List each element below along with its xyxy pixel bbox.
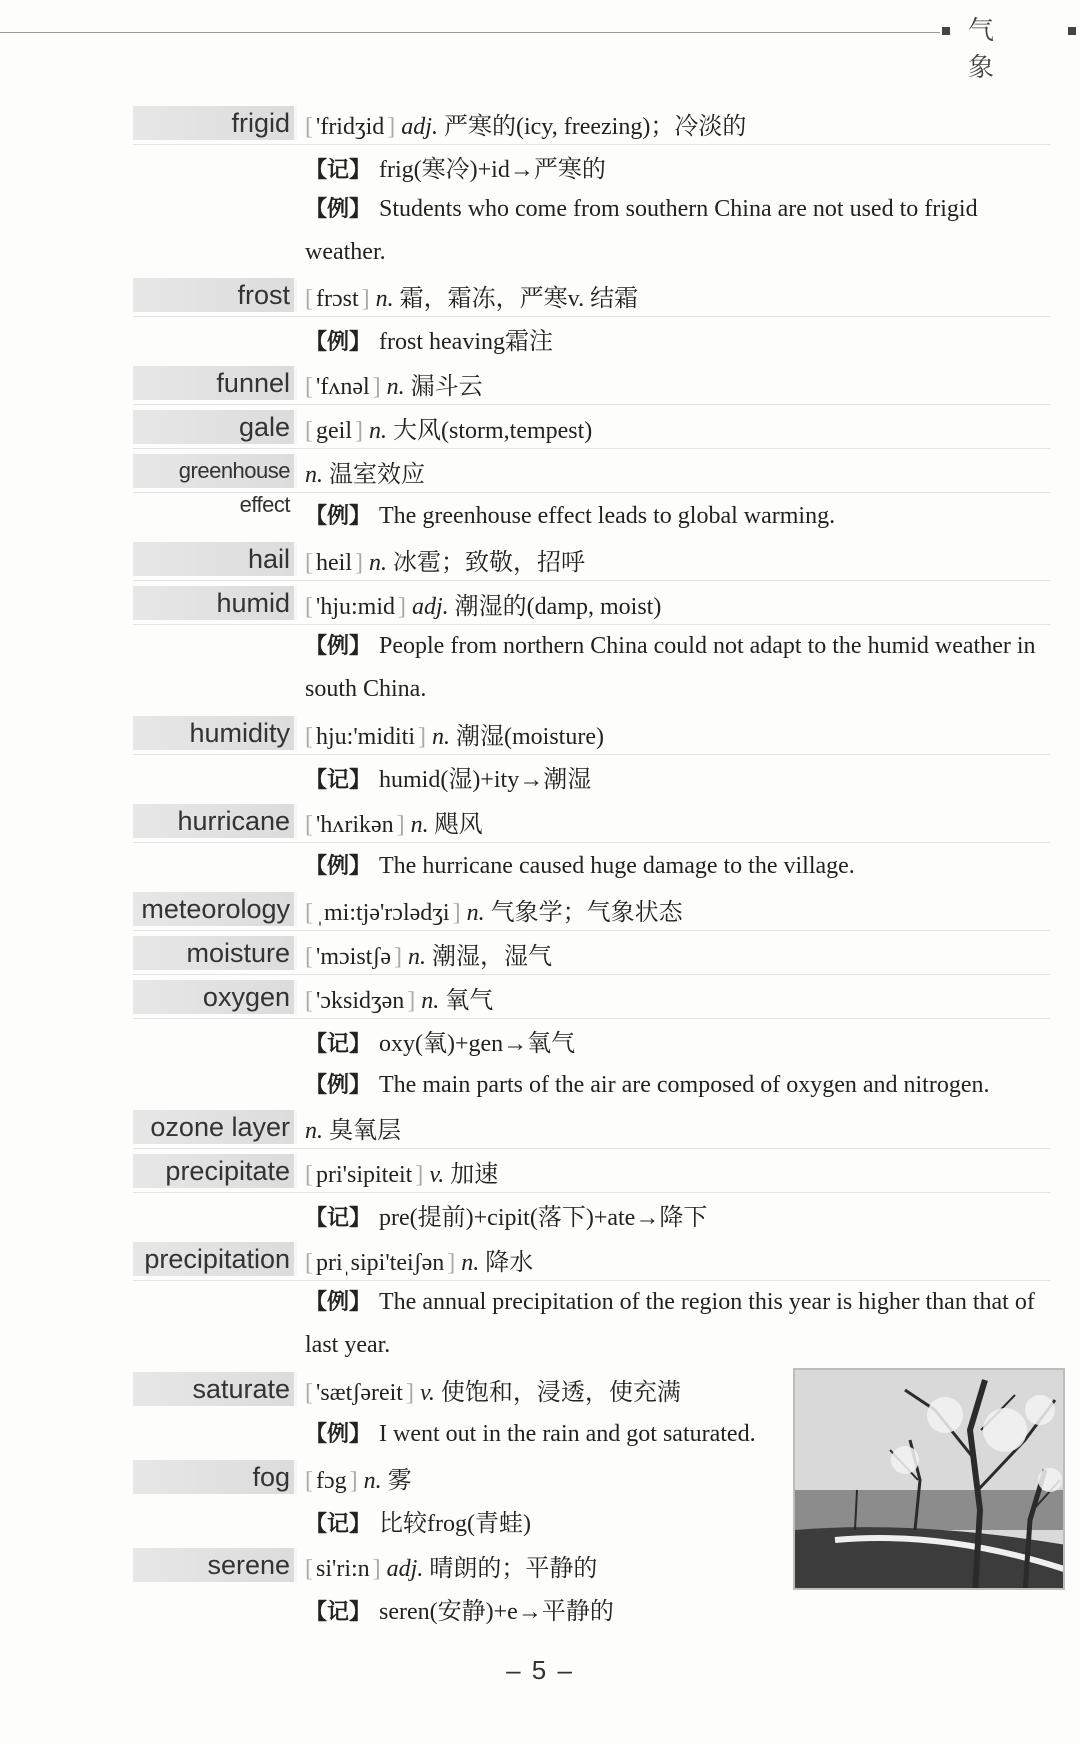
phonetic: [ si'ri:n ] — [305, 1556, 381, 1582]
phonetic: [ 'sætʃəreit ] — [305, 1380, 414, 1406]
meaning: 霜，霜冻，严寒v. 结霜 — [399, 286, 639, 312]
meaning: 严寒的(icy, freezing)；冷淡的 — [443, 114, 747, 140]
headword: funnel — [133, 366, 297, 400]
part-of-speech: v. — [419, 1380, 435, 1406]
headword: hail — [133, 542, 297, 576]
memory-note: 比较frog(青蛙) — [379, 1511, 531, 1537]
meaning: 潮湿，湿气 — [431, 944, 552, 970]
meaning: 使饱和，浸透，使充满 — [440, 1380, 681, 1406]
memory-tag: 【记】 — [305, 1600, 372, 1625]
entry-moisture — [0, 932, 1080, 975]
meaning: 晴朗的；平静的 — [429, 1556, 598, 1582]
example-tag: 【例】 — [305, 330, 372, 355]
memory-tag: 【记】 — [305, 1512, 372, 1537]
phonetic: [ hju:'miditi ] — [305, 724, 426, 750]
part-of-speech: n. — [410, 812, 429, 838]
part-of-speech: n. — [407, 944, 426, 970]
phonetic: [ ˌmi:tjə'rɔlədʒi ] — [305, 900, 461, 926]
part-of-speech: v. — [429, 1162, 445, 1188]
meaning: 飓风 — [434, 812, 483, 838]
headword: humidity — [133, 716, 297, 750]
phonetic: [ geil ] — [305, 418, 363, 444]
entry-precipitate — [0, 1150, 1080, 1236]
header-dot-right — [1068, 27, 1076, 35]
phonetic: [ pri'sipiteit ] — [305, 1162, 423, 1188]
meaning: 降水 — [485, 1250, 534, 1276]
phonetic: [ 'mɔistʃə ] — [305, 944, 402, 970]
meaning: 温室效应 — [329, 462, 425, 488]
memory-note: humid(湿)+ity→潮湿 — [379, 767, 592, 793]
example-sentence: Students who come from southern China are not used to frigid weather. — [305, 196, 978, 265]
meaning: 大风(storm,tempest) — [393, 418, 593, 444]
meaning: 潮湿的(damp, moist) — [454, 594, 662, 620]
example-tag: 【例】 — [305, 1290, 372, 1315]
memory-note: seren(安静)+e→平静的 — [379, 1599, 614, 1625]
example-sentence: People from northern China could not adapt to the humid weather in south China. — [305, 633, 1036, 702]
headword: gale — [133, 410, 297, 444]
header-dot-left — [942, 27, 950, 35]
entry-humid — [0, 582, 1080, 711]
phonetic: [ frɔst ] — [305, 286, 370, 312]
part-of-speech: n. — [369, 418, 387, 444]
phonetic: [ priˌsipi'teiʃən ] — [305, 1250, 455, 1276]
part-of-speech: n. — [305, 1118, 323, 1144]
phonetic: [ fɔg ] — [305, 1468, 358, 1494]
memory-note: oxy(氧)+gen→氧气 — [379, 1031, 576, 1057]
memory-tag: 【记】 — [305, 768, 372, 793]
part-of-speech: n. — [369, 550, 387, 576]
entry-precipitation — [0, 1238, 1080, 1367]
part-of-speech: adj. — [386, 1556, 424, 1582]
headword: oxygen — [133, 980, 297, 1014]
phonetic: [ 'fridʒid ] — [305, 114, 395, 140]
headword: precipitation — [133, 1242, 297, 1276]
part-of-speech: adj. — [412, 594, 449, 620]
meaning: 漏斗云 — [410, 374, 483, 400]
example-sentence: frost heaving霜注 — [379, 329, 553, 355]
part-of-speech: n. — [466, 900, 485, 926]
part-of-speech: n. — [363, 1468, 382, 1494]
meaning: 臭氧层 — [329, 1118, 401, 1144]
example-tag: 【例】 — [305, 854, 372, 879]
part-of-speech: n. — [386, 374, 405, 400]
example-tag: 【例】 — [305, 504, 372, 529]
entry-gale — [0, 406, 1080, 449]
example-tag: 【例】 — [305, 197, 372, 222]
headword: humid — [133, 586, 297, 620]
headword: meteorology — [133, 892, 297, 926]
example-sentence: The hurricane caused huge damage to the village. — [379, 853, 855, 879]
headword: ozone layer — [133, 1110, 297, 1144]
part-of-speech: adj. — [401, 114, 438, 140]
example-tag: 【例】 — [305, 1422, 372, 1447]
header-title: 气 象 — [968, 16, 1013, 83]
part-of-speech: n. — [421, 988, 440, 1014]
part-of-speech: n. — [375, 286, 394, 312]
entry-funnel — [0, 362, 1080, 405]
example-tag: 【例】 — [305, 634, 372, 659]
entry-greenhouse-effect — [0, 450, 1080, 536]
phonetic: [ 'ɔksidʒən ] — [305, 988, 415, 1014]
memory-note: frig(寒冷)+id→严寒的 — [379, 157, 606, 183]
example-sentence: The greenhouse effect leads to global warming. — [379, 503, 836, 529]
phonetic: [ 'hju:mid ] — [305, 594, 406, 620]
phonetic: [ heil ] — [305, 550, 363, 576]
headword: saturate — [133, 1372, 297, 1406]
entry-frigid — [0, 102, 1080, 274]
example-sentence: The main parts of the air are composed of oxygen and nitrogen. — [379, 1072, 990, 1098]
page-number: – 5 – — [506, 1655, 574, 1685]
snowy-trees-photo — [793, 1368, 1065, 1590]
entry-oxygen — [0, 976, 1080, 1105]
entry-humidity — [0, 712, 1080, 798]
headword: greenhouse effect — [133, 454, 297, 488]
entry-hail — [0, 538, 1080, 581]
entry-meteorology — [0, 888, 1080, 931]
phonetic: [ 'hʌrikən ] — [305, 812, 405, 838]
part-of-speech: n. — [461, 1250, 480, 1276]
phonetic: [ 'fʌnəl ] — [305, 374, 381, 400]
entry-ozone-layer — [0, 1106, 1080, 1149]
headword: moisture — [133, 936, 297, 970]
headword: serene — [133, 1548, 297, 1582]
meaning: 加速 — [450, 1162, 499, 1188]
meaning: 潮湿(moisture) — [456, 724, 604, 750]
memory-note: pre(提前)+cipit(落下)+ate→降下 — [379, 1205, 708, 1231]
entry-hurricane — [0, 800, 1080, 886]
meaning: 氧气 — [445, 988, 494, 1014]
header-rule — [0, 32, 940, 33]
meaning: 气象学；气象状态 — [490, 900, 683, 926]
meaning: 冰雹；致敬，招呼 — [393, 550, 585, 576]
example-sentence: I went out in the rain and got saturated. — [379, 1421, 756, 1447]
headword: fog — [133, 1460, 297, 1494]
memory-tag: 【记】 — [305, 1206, 372, 1231]
entry-frost — [0, 274, 1080, 360]
headword: precipitate — [133, 1154, 297, 1188]
meaning: 雾 — [387, 1468, 412, 1494]
example-tag: 【例】 — [305, 1073, 372, 1098]
headword: frost — [133, 278, 297, 312]
headword: hurricane — [133, 804, 297, 838]
headword: frigid — [133, 106, 297, 140]
memory-tag: 【记】 — [305, 158, 372, 183]
example-sentence: The annual precipitation of the region this year is higher than that of last year. — [305, 1289, 1035, 1358]
part-of-speech: n. — [432, 724, 450, 750]
memory-tag: 【记】 — [305, 1032, 372, 1057]
part-of-speech: n. — [305, 462, 323, 488]
